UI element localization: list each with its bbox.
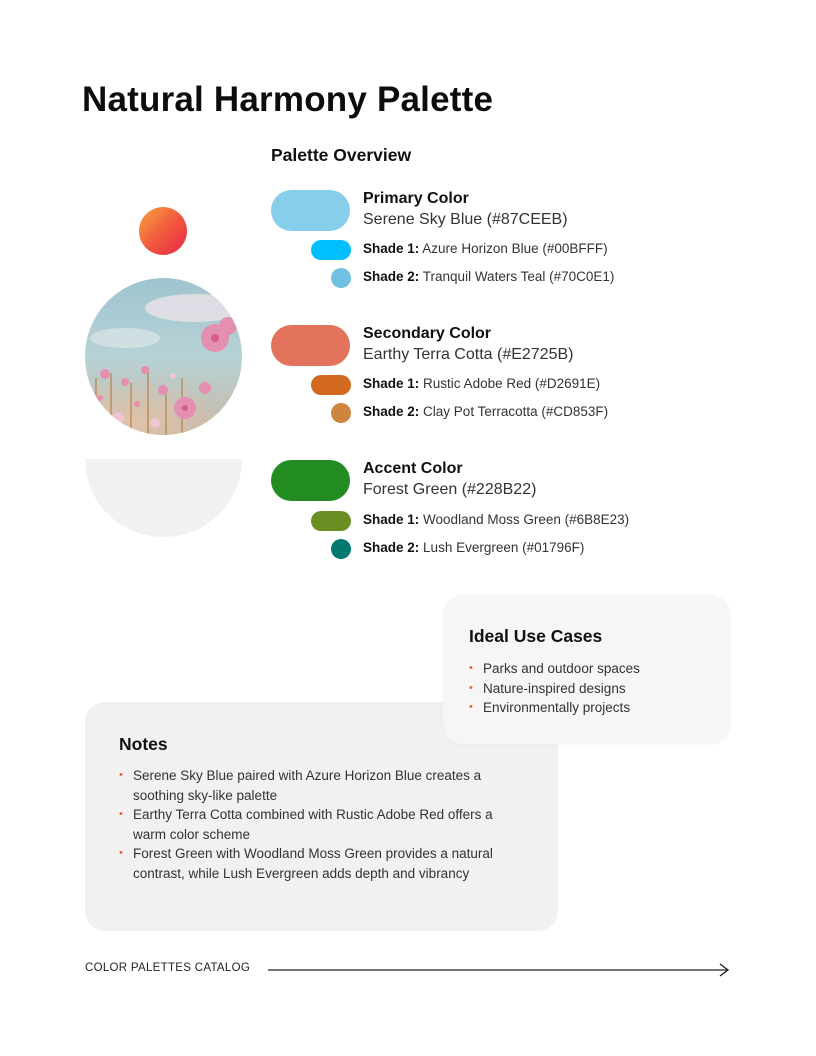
notes-list [119, 766, 519, 883]
footer-catalog-label: COLOR PALETTES CATALOG [85, 962, 251, 974]
flower-photo [85, 278, 242, 435]
primary-shade-1-swatch [311, 240, 351, 260]
primary-shade-2-value: Tranquil Waters Teal (#70C0E1) [422, 269, 615, 284]
bullet-icon: • [469, 701, 473, 713]
accent-color-value: Forest Green (#228B22) [363, 481, 537, 498]
secondary-color-value: Earthy Terra Cotta (#E2725B) [363, 346, 574, 363]
accent-color-group [271, 460, 711, 572]
accent-shade-2-label: Shade 2: [363, 540, 420, 555]
bullet-icon: • [119, 769, 123, 781]
primary-shade-1-label: Shade 1: [363, 241, 420, 256]
accent-color-label: Accent Color [363, 460, 463, 477]
primary-shade-2-swatch [331, 268, 351, 288]
primary-shade-1-value: Azure Horizon Blue (#00BFFF) [422, 241, 608, 256]
secondary-color-group [271, 325, 711, 437]
notes-item: • Forest Green with Woodland Moss Green provides a natural contrast, while Lush Evergreen adds depth and vibrancy [119, 846, 493, 881]
primary-shade-2 [271, 267, 691, 289]
use-case-item: • Environmentally projects [469, 698, 640, 718]
page-title: Natural Harmony Palette [82, 80, 494, 119]
bullet-icon: • [469, 662, 473, 674]
secondary-shade-2 [271, 402, 691, 424]
use-case-item: • Nature-inspired designs [469, 679, 640, 699]
primary-color-label: Primary Color [363, 190, 469, 207]
accent-shade-2 [271, 538, 691, 560]
palette-overview-heading: Palette Overview [271, 145, 412, 165]
primary-color-group [271, 190, 711, 302]
secondary-color-swatch [271, 325, 350, 366]
primary-shade-2-label: Shade 2: [363, 269, 420, 284]
primary-color-value: Serene Sky Blue (#87CEEB) [363, 211, 568, 228]
bullet-icon: • [469, 681, 473, 694]
accent-shade-1-value: Woodland Moss Green (#6B8E23) [423, 512, 630, 527]
accent-shade-1 [271, 510, 691, 532]
use-case-item: • Parks and outdoor spaces [469, 659, 640, 679]
arrow-right-icon[interactable] [268, 962, 732, 983]
accent-color-swatch [271, 460, 350, 501]
secondary-color-label: Secondary Color [363, 325, 492, 342]
use-cases-card [443, 595, 730, 744]
accent-shade-1-label: Shade 1: [363, 512, 420, 527]
gradient-circle [139, 207, 187, 255]
use-cases-list [469, 659, 640, 718]
bullet-icon: • [119, 808, 123, 820]
accent-shade-1-swatch [311, 511, 351, 531]
use-cases-heading: Ideal Use Cases [469, 626, 603, 646]
secondary-shade-2-value: Clay Pot Terracotta (#CD853F) [423, 404, 609, 419]
accent-shade-2-value: Lush Evergreen (#01796F) [423, 540, 585, 555]
primary-shade-1 [271, 239, 691, 261]
notes-item: • Serene Sky Blue paired with Azure Horizon Blue creates a soothing sky-like palette [119, 768, 482, 803]
secondary-shade-1-label: Shade 1: [363, 376, 420, 391]
bullet-icon: • [119, 847, 123, 859]
notes-heading: Notes [119, 734, 168, 754]
half-circle-shape [85, 459, 242, 537]
secondary-shade-1-value: Rustic Adobe Red (#D2691E) [423, 376, 601, 391]
accent-shade-2-swatch [331, 539, 351, 559]
secondary-shade-2-label: Shade 2: [363, 404, 420, 419]
notes-item: • Earthy Terra Cotta combined with Rustic Adobe Red offers a warm color scheme [119, 807, 493, 842]
secondary-shade-2-swatch [331, 403, 351, 423]
secondary-shade-1 [271, 374, 691, 396]
secondary-shade-1-swatch [311, 375, 351, 395]
primary-color-swatch [271, 190, 350, 231]
